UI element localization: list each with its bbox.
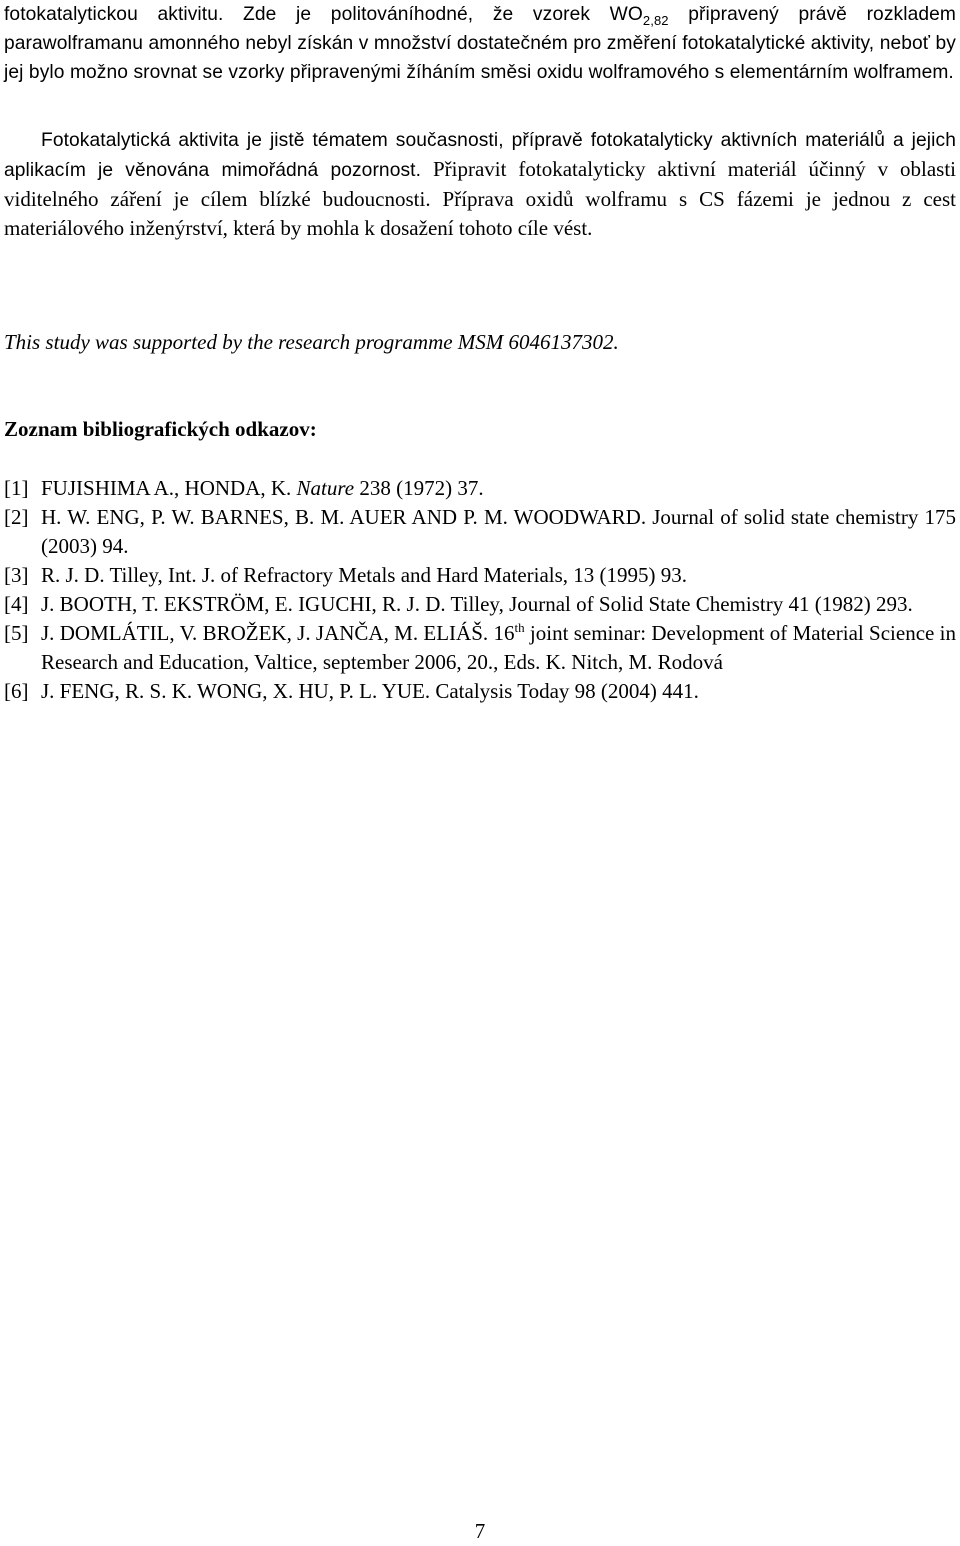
paragraph2-text-a: Fotokatalytická aktivita je jistě tématem současnosti, přípravě fotokatalyticky aktivních materiálů a jejich aplikacím je věnována mimořádná pozornost. [4, 130, 956, 181]
reference-journal: Nature [296, 476, 355, 500]
reference-superscript: th [514, 620, 525, 635]
paragraph1-text-a: fotokatalytickou aktivitu. Zde je politováníhodné, že vzorek WO [4, 4, 643, 25]
reference-text: R. J. D. Tilley, Int. J. of Refractory Metals and Hard Materials, 13 (1995) 93. [41, 563, 688, 587]
reference-number: [1] [4, 476, 29, 500]
paragraph-photocatalytic-activity [4, 0, 956, 87]
reference-text: H. W. ENG, P. W. BARNES, B. M. AUER AND P. M. WOODWARD. Journal of solid state chemistry 175 (2003) 94. [41, 505, 956, 558]
reference-item [4, 619, 956, 677]
reference-item [4, 677, 956, 706]
reference-number: [5] [4, 621, 29, 645]
references-heading: Zoznam bibliografických odkazov: [4, 417, 317, 441]
reference-item [4, 503, 956, 561]
reference-item [4, 590, 956, 619]
reference-text: J. BOOTH, T. EKSTRÖM, E. IGUCHI, R. J. D. Tilley, Journal of Solid State Chemistry 41 (1982) 293. [41, 592, 913, 616]
reference-text: FUJISHIMA A., HONDA, K. [41, 476, 297, 500]
paragraph2-text-b: Připravit fotokatalyticky aktivní materiál účinný v oblasti viditelného záření je cílem blízké budoucnosti. Příprava oxidů wolframu s CS fázemi je jednou z cest materiálového inženýrství, která by mohla k dosažení tohoto cíle vést. [4, 157, 956, 240]
acknowledgement: This study was supported by the research programme MSM 6046137302. [4, 330, 619, 354]
reference-number: [4] [4, 592, 29, 616]
reference-number: [3] [4, 563, 29, 587]
reference-number: [6] [4, 679, 29, 703]
paragraph1-text-b: připravený právě rozkladem parawolframanu amonného nebyl získán v množství dostatečném pro změření fotokatalytické aktivity, neboť by jej bylo možno srovnat se vzorky připravenými žíháním směsi oxidu wolframového s elementárním wolframem. [4, 4, 956, 83]
reference-item [4, 474, 956, 503]
reference-text: J. FENG, R. S. K. WONG, X. HU, P. L. YUE. Catalysis Today 98 (2004) 441. [41, 679, 699, 703]
paragraph1-subscript: 2,82 [642, 12, 669, 28]
page-number: 7 [474, 1519, 486, 1543]
reference-text: joint seminar: Development of Material Science in Research and Education, Valtice, september 2006, 20., Eds. K. Nitch, M. Rodová [41, 621, 956, 674]
reference-item [4, 561, 956, 590]
paragraph-photocatalysis-future [4, 125, 956, 243]
reference-text: 238 (1972) 37. [354, 476, 484, 500]
references-list [4, 474, 956, 706]
reference-number: [2] [4, 505, 29, 529]
reference-text: J. DOMLÁTIL, V. BROŽEK, J. JANČA, M. ELIÁŠ. 16 [41, 621, 515, 645]
